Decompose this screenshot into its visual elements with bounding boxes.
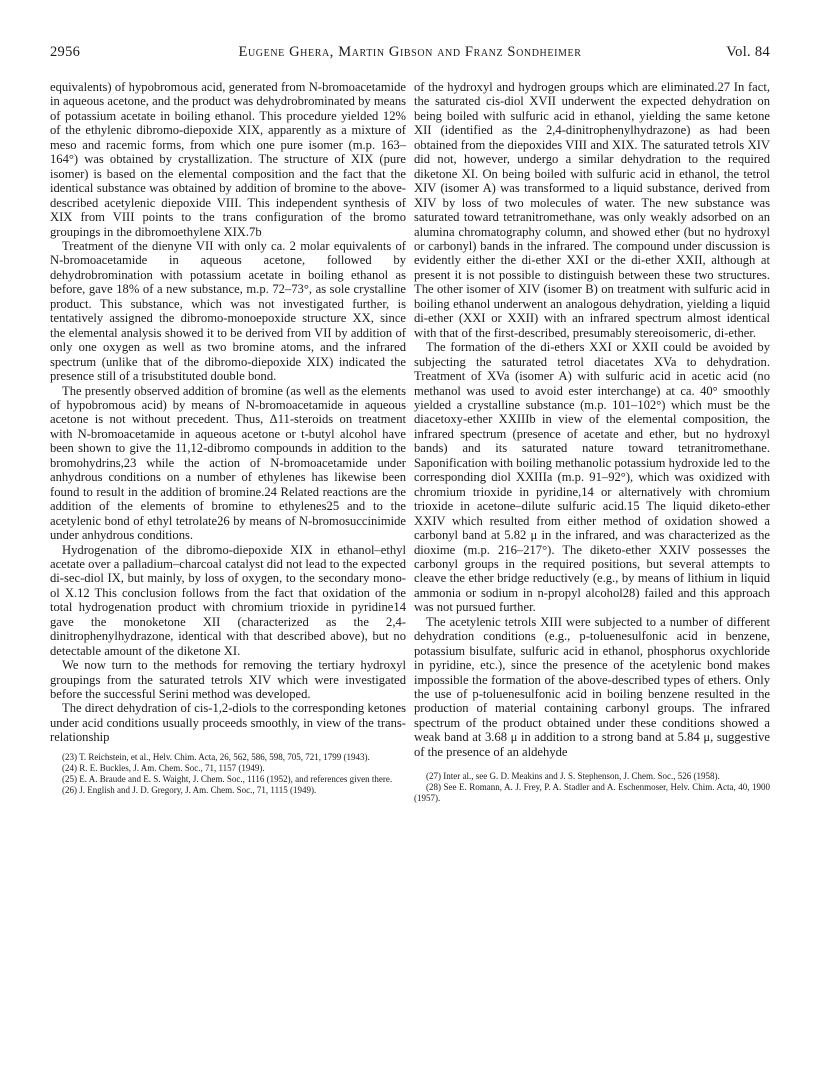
paragraph: Treatment of the dienyne VII with only ca. 2 molar equivalents of N-bromoacetamide in aqueous acetone, followed by dehydrobromination with potassium acetate in boiling ethanol as before, gave 18% of a new substance, m.p. 72–73°, as sole crystalline product. This substance, which was not investigated further, is tentatively assigned the dibromo-monoepoxide structure XX, since the elemental analysis showed it to be derived from VII by addition of only one oxygen as well as two bromine atoms, and the infrared spectrum (unlike that of the dibromo-diepoxide XIX) indicated the presence still of a trisubstituted double bond.: [50, 238, 406, 384]
left-column: [50, 80, 406, 796]
page-number: 2956: [50, 44, 81, 60]
footnote: (24) R. E. Buckles, J. Am. Chem. Soc., 71, 1157 (1949).: [62, 762, 265, 773]
right-column: [414, 80, 770, 804]
paragraph: The acetylenic tetrols XIII were subjected to a number of different dehydration conditions (e.g., p-toluenesulfonic acid in benzene, potassium bisulfate, sulfuric acid in ethanol, phosphorus oxychloride in pyridine, etc.), since the presence of the acetylenic bond makes impossible the formation of the above-described types of ethers. Only the use of p-toluenesulfonic acid in boiling benzene resulted in the production of material containing carbonyl groups. The infrared spectrum of the product obtained under these conditions showed a weak band at 3.68 μ in addition to a strong band at 5.84 μ, suggestive of the presence of an aldehyde: [414, 614, 770, 759]
running-head-authors: Eugene Ghera, Martin Gibson and Franz Sondheimer: [238, 44, 582, 60]
paragraph: Hydrogenation of the dibromo-diepoxide XIX in ethanol–ethyl acetate over a palladium–charcoal catalyst did not lead to the expected di-sec-diol IX, but mainly, by loss of oxygen, to the secondary mono-ol X.12 This conclusion follows from the fact that oxidation of the total hydrogenation product with chromium trioxide in pyridine14 gave the monoketone XII (characterized as the 2,4-dinitrophenylhydrazone, identical with that described above), but no detectable amount of the diketone XI.: [50, 542, 406, 658]
paragraph: The direct dehydration of cis-1,2-diols to the corresponding ketones under acid conditions usually proceeds smoothly, in view of the trans-relationship: [50, 701, 406, 745]
running-header: [50, 44, 770, 64]
footnote: (23) T. Reichstein, et al., Helv. Chim. Acta, 26, 562, 586, 598, 705, 721, 1799 (1943).: [62, 751, 370, 762]
footnote: (25) E. A. Braude and E. S. Waight, J. Chem. Soc., 1116 (1952), and references given there.: [62, 773, 393, 784]
volume-number: Vol. 84: [726, 44, 770, 60]
paragraph: The presently observed addition of bromine (as well as the elements of hypobromous acid) by means of N-bromoacetamide in aqueous acetone is not without precedent. Thus, Δ11-steroids on treatment with N-bromoacetamide in aqueous acetone or t-butyl alcohol have been shown to give the 11,12-dibromo compounds in addition to the bromohydrins,23 while the action of N-bromoacetamide under anhydrous conditions on a number of ethylenes has likewise been found to result in the addition of bromine.24 Related reactions are the addition of the elements of bromine to ethylenes25 and to the acetylenic bond of ethyl tetrolate26 by means of N-bromosuccinimide under anhydrous conditions.: [50, 383, 406, 543]
footnotes-right: [414, 771, 770, 804]
paragraph: The formation of the di-ethers XXI or XXII could be avoided by subjecting the saturated tetrol diacetates XVa to dehydration. Treatment of XVa (isomer A) with sulfuric acid in acetic acid (no methanol was used to avoid ester interchange) at ca. 40° smoothly yielded a crystalline substance (m.p. 101–102°) which must be the diacetoxy-ether XXIIIb in view of the elemental composition, the infrared spectrum (presence of acetate and ether, but no hydroxyl bands) and its saturated nature toward tetranitromethane. Saponification with boiling methanolic potassium hydroxide led to the corresponding diol XXIIIa (m.p. 91–92°), which was oxidized with chromium trioxide in pyridine,14 or alternatively with chromium trioxide in acetone–dilute sulfuric acid.15 The liquid diketo-ether XXIV which resulted from either method of oxidation showed a carbonyl band at 5.82 μ in the infrared, and was characterized as the dioxime (m.p. 216–217°). The diketo-ether XXIV possesses the carbonyl groups in the required positions, but several attempts to cleave the ether bridge reductively (e.g., by means of lithium in liquid ammonia or sodium in n-propyl alcohol28) failed and this approach was not pursued further.: [414, 340, 770, 615]
footnote: (26) J. English and J. D. Gregory, J. Am. Chem. Soc., 71, 1115 (1949).: [62, 784, 317, 795]
footnote: (27) Inter al., see G. D. Meakins and J. S. Stephenson, J. Chem. Soc., 526 (1958).: [426, 771, 720, 782]
paragraph: We now turn to the methods for removing the tertiary hydroxyl groupings from the saturated tetrols XIV which were investigated before the successful Serini method was developed.: [50, 658, 406, 702]
paragraph: of the hydroxyl and hydrogen groups which are eliminated.27 In fact, the saturated cis-diol XVII underwent the expected dehydration on being boiled with sulfuric acid in ethanol, yielding the same ketone XII (identified as the 2,4-dinitrophenylhydrazone) as had been obtained from the diepoxides VIII and XIX. The saturated tetrols XIV did not, however, undergo a similar dehydration to the required diketone XI. On being boiled with sulfuric acid in ethanol, the tetrol XIV (isomer A) was transformed to a liquid substance, derived from XIV by loss of two molecules of water. The new substance was saturated toward tetranitromethane, was only weakly adsorbed on an alumina chromatography column, and showed ether (but no hydroxyl or carbonyl) bands in the infrared. The compound under discussion is evidently either the di-ether XXI or the di-ether XXII, although at present it is not possible to distinguish between these two structures. The other isomer of XIV (isomer B) on treatment with sulfuric acid in boiling ethanol underwent an analogous dehydration, yielding a liquid di-ether (XXI or XXII) with an infrared spectrum almost identical with that of the first-described, presumably stereoisomeric, di-ether.: [414, 80, 770, 340]
footnotes-left: [50, 752, 406, 796]
footnote: (28) See E. Romann, A. J. Frey, P. A. Stadler and A. Eschenmoser, Helv. Chim. Acta, 40, 1900 (1957).: [414, 782, 770, 804]
paragraph: equivalents) of hypobromous acid, generated from N-bromoacetamide in aqueous acetone, and the product was dehydrobrominated by means of potassium acetate in boiling ethanol. This procedure yielded 12% of the ethylenic dibromo-diepoxide XIX, apparently as a mixture of meso and racemic forms, from which one pure isomer (m.p. 163–164°) was obtained by crystallization. The structure of XIX (pure isomer) is based on the elemental composition and the fact that the identical substance was obtained by addition of bromine to the above-described acetylenic diepoxide VIII. This independent synthesis of XIX from VIII points to the trans configuration of the bromo groupings in the dibromoethylene XIX.7b: [50, 80, 407, 239]
